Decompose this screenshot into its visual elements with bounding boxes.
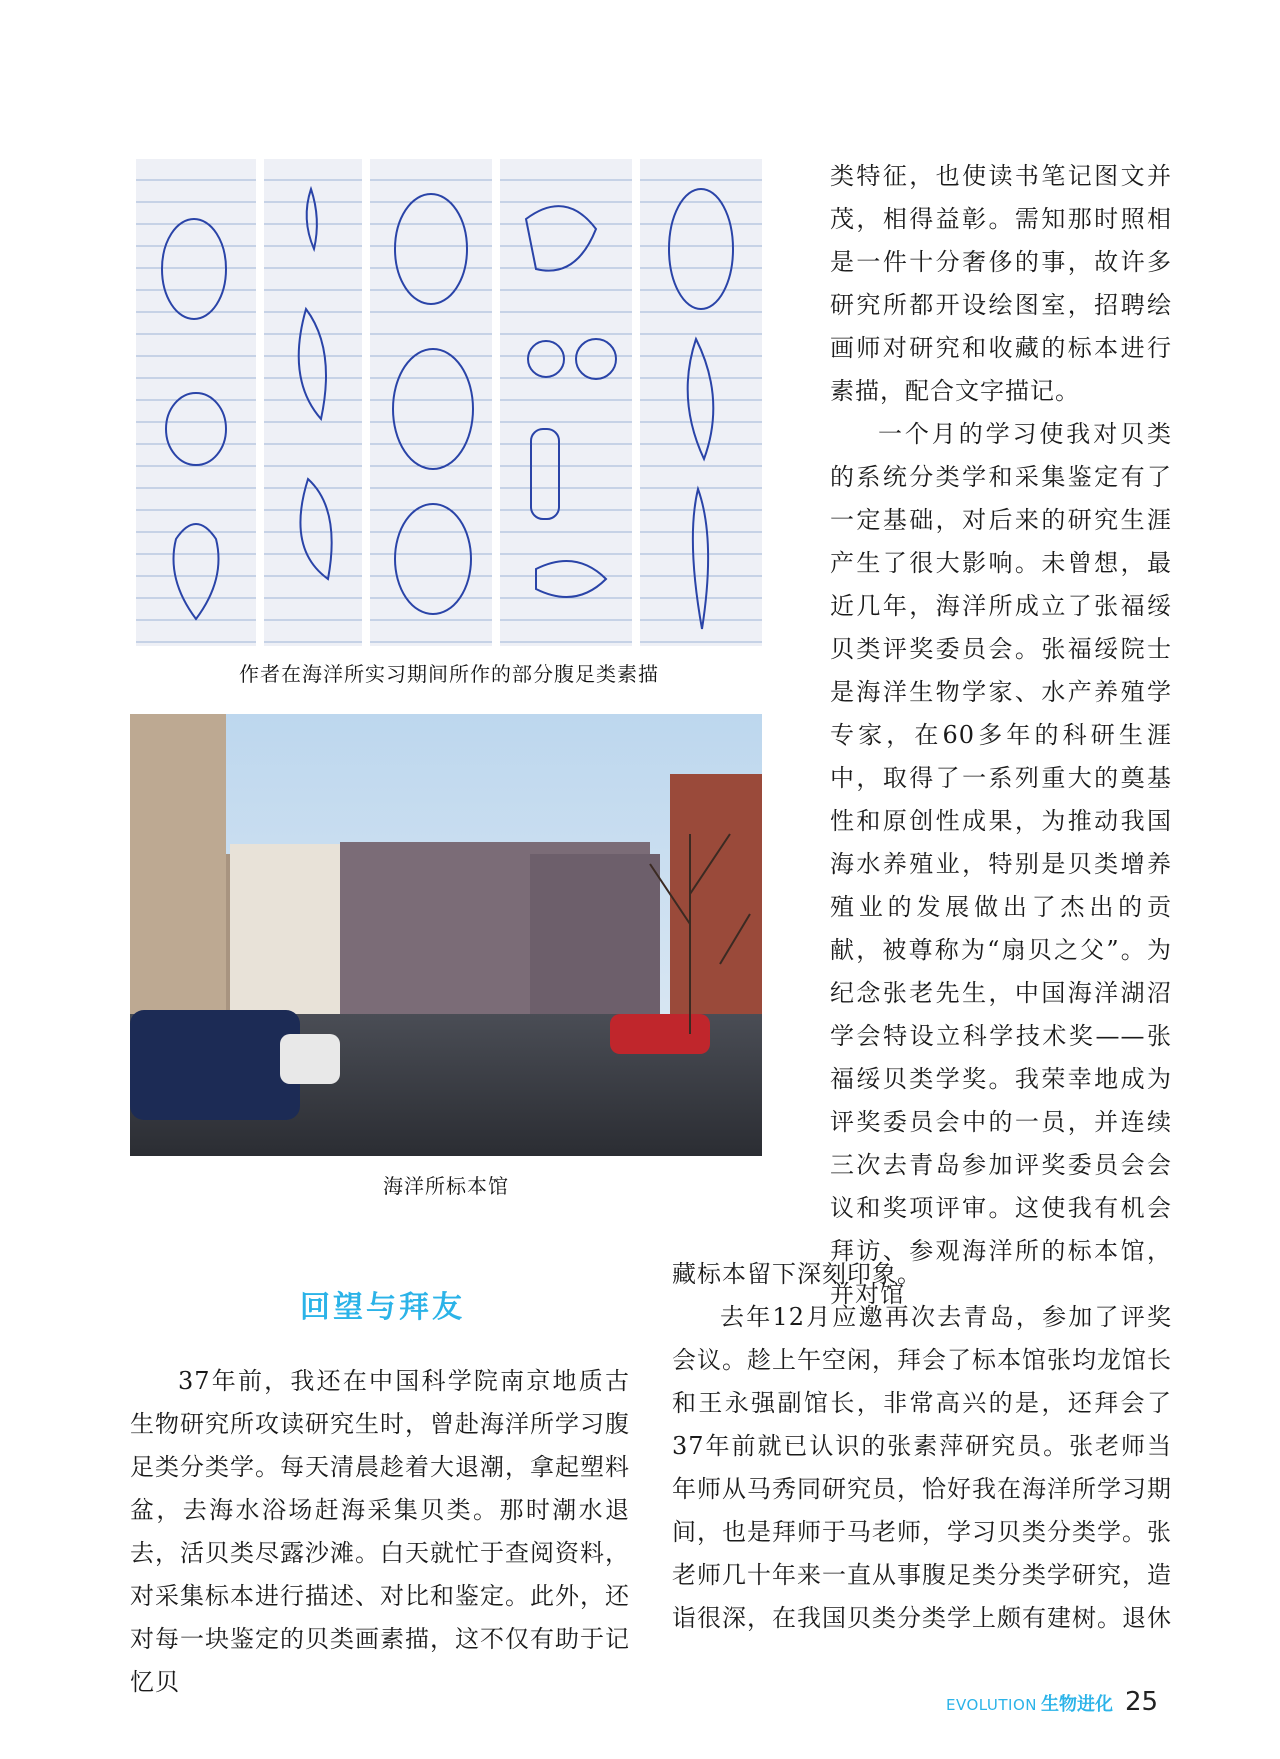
page-number: 25 bbox=[1124, 1687, 1159, 1717]
museum-photo bbox=[130, 714, 762, 1156]
right-paragraph-1: 类特征，也使读书笔记图文并茂，相得益彰。需知那时照相是一件十分奢侈的事，故许多研究所都开设绘图室，招聘绘画师对研究和收藏的标本进行素描，配合文字描记。 bbox=[830, 162, 1172, 405]
right-column-text bbox=[830, 155, 1172, 1316]
mid-paragraph-1: 藏标本留下深刻印象。 bbox=[672, 1260, 922, 1288]
section-title: 回望与拜友 bbox=[300, 1290, 465, 1325]
sketch-caption: 作者在海洋所实习期间所作的部分腹足类素描 bbox=[239, 662, 659, 686]
mid-paragraph-2: 去年12月应邀再次去青岛，参加了评奖会议。趁上午空闲，拜会了标本馆张均龙馆长和王永强副馆长，非常高兴的是，还拜会了37年前就已认识的张素萍研究员。张老师当年师从马秀同研究员，恰好我在海洋所学习期间，也是拜师于马老师，学习贝类分类学。张老师几十年来一直从事腹足类分类学研究，造诣很深，在我国贝类分类学上颇有建树。退休 bbox=[672, 1303, 1172, 1632]
left-column-text bbox=[130, 1360, 630, 1704]
magazine-name-en: EVOLUTION bbox=[946, 1696, 1037, 1714]
magazine-name-cn: 生物进化 bbox=[1040, 1694, 1113, 1715]
page-footer bbox=[946, 1687, 1158, 1717]
right-paragraph-2: 一个月的学习使我对贝类的系统分类学和采集鉴定有了一定基础，对后来的研究生涯产生了很大影响。未曾想，最近几年，海洋所成立了张福绥贝类评奖委员会。张福绥院士是海洋生物学家、水产养殖学专家，在60多年的科研生涯中，取得了一系列重大的奠基性和原创性成果，为推动我国海水养殖业，特别是贝类增养殖业的发展做出了杰出的贡献，被尊称为“扇贝之父”。为纪念张老先生，中国海洋湖沼学会特设立科学技术奖——张福绥贝类学奖。我荣幸地成为评奖委员会中的一员，并连续三次去青岛参加评奖委员会会议和奖项评审。这使我有机会拜访、参观海洋所的标本馆，并对馆 bbox=[830, 420, 1172, 1308]
shell-sketch-image bbox=[136, 159, 762, 646]
left-paragraph-1: 37年前，我还在中国科学院南京地质古生物研究所攻读研究生时，曾赴海洋所学习腹足类分类学。每天清晨趁着大退潮，拿起塑料盆，去海水浴场赶海采集贝类。那时潮水退去，活贝类尽露沙滩。白天就忙于查阅资料，对采集标本进行描述、对比和鉴定。此外，还对每一块鉴定的贝类画素描，这不仅有助于记忆贝 bbox=[130, 1367, 630, 1696]
middle-column-text bbox=[672, 1253, 1172, 1640]
photo-caption: 海洋所标本馆 bbox=[383, 1174, 509, 1198]
